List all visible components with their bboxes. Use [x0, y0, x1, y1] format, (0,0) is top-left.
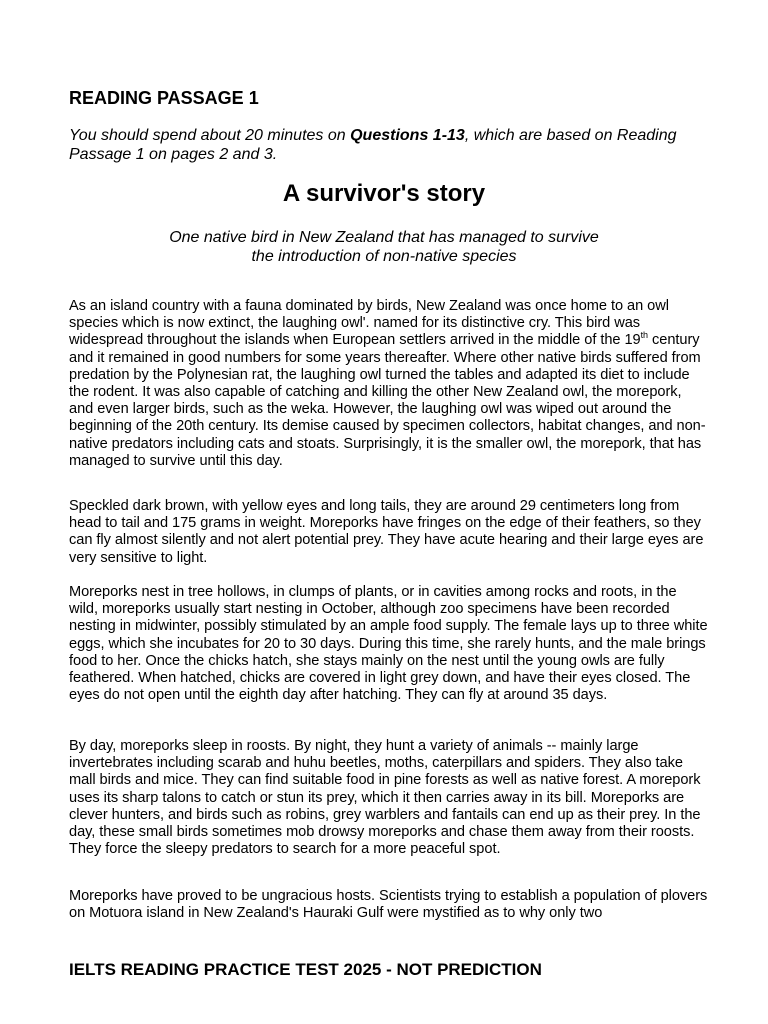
- section-heading: READING PASSAGE 1: [69, 88, 259, 108]
- superscript-th: th: [640, 330, 649, 341]
- paragraph-1: [69, 298, 709, 470]
- instructions-after: , which are based on Reading Passage 1 on pages 2 and 3.: [69, 127, 677, 163]
- passage-title: A survivor's story: [282, 180, 486, 207]
- paragraph-4: By day, moreporks sleep in roosts. By night, they hunt a variety of animals -- mainly large invertebrates including scarab and huhu beetles, moths, caterpillars and spiders. They also take mall birds and mice. They can find suitable food in pine forests as well as native forest. A morepork uses its sharp talons to catch or stun its prey, which it then carries away in its bill. Moreporks are clever hunters, and birds such as robins, grey warblers and fantails can end up as their prey. In the day, these small birds sometimes mob drowsy moreporks and chase them away from their roosts. They force the sleepy predators to search for a more peaceful spot.: [69, 738, 701, 858]
- paragraph-3: Moreporks nest in tree hollows, in clumps of plants, or in cavities among rocks and roots, in the wild, moreporks usually start nesting in October, although zoo specimens have been recorded nesting in midwinter, possibly stimulated by an ample food supply. The female lays up to three white eggs, which she incubates for 20 to 30 days. During this time, she rarely hunts, and the male brings food to her. Once the chicks hatch, she stays mainly on the nest until the young owls are fully feathered. When hatched, chicks are covered in light grey down, and have their eyes closed. The eyes do not open until the eighth day after hatching. They can fly at around 35 days.: [69, 584, 708, 704]
- paragraph-1-text-a: As an island country with a fauna dominated by birds, New Zealand was once home to an owl species which is now extinct, the laughing owl'. named for its distinctive cry. This bird was widespread throughout the islands when European settlers arrived in the middle of the 19: [69, 298, 669, 349]
- paragraph-5: Moreporks have proved to be ungracious hosts. Scientists trying to establish a population of plovers on Motuora island in New Zealand's Hauraki Gulf were mystified as to why only two: [69, 888, 708, 922]
- paragraph-1-text-b: century and it remained in good numbers for some years thereafter. Where other native birds suffered from predation by the Polynesian rat, the laughing owl turned the tables and adapted its diet to include the rodent. It was also capable of catching and killing the other New Zealand owl, the morepork, and even larger birds, such as the weka. However, the laughing owl was wiped out around the beginning of the 20th century. Its demise caused by specimen collectors, habitat changes, and non-native predators including cats and stoats. Surprisingly, it is the smaller owl, the morepork, that has managed to survive until this day.: [69, 332, 706, 469]
- paragraph-2: Speckled dark brown, with yellow eyes and long tails, they are around 29 centimeters long from head to tail and 175 grams in weight. Moreporks have fringes on the edge of their feathers, so they can fly almost silently and not alert potential prey. They have acute hearing and their large eyes are very sensitive to light.: [69, 498, 704, 566]
- subtitle-line-2: the introduction of non-native species: [251, 248, 517, 265]
- instructions-questions: Questions 1-13: [350, 127, 465, 144]
- passage-subtitle: [0, 228, 768, 266]
- instructions: [69, 126, 709, 164]
- instructions-before: You should spend about 20 minutes on: [69, 127, 351, 144]
- page-footer: IELTS READING PRACTICE TEST 2025 - NOT PREDICTION: [69, 960, 542, 979]
- subtitle-line-1: One native bird in New Zealand that has managed to survive: [169, 229, 599, 246]
